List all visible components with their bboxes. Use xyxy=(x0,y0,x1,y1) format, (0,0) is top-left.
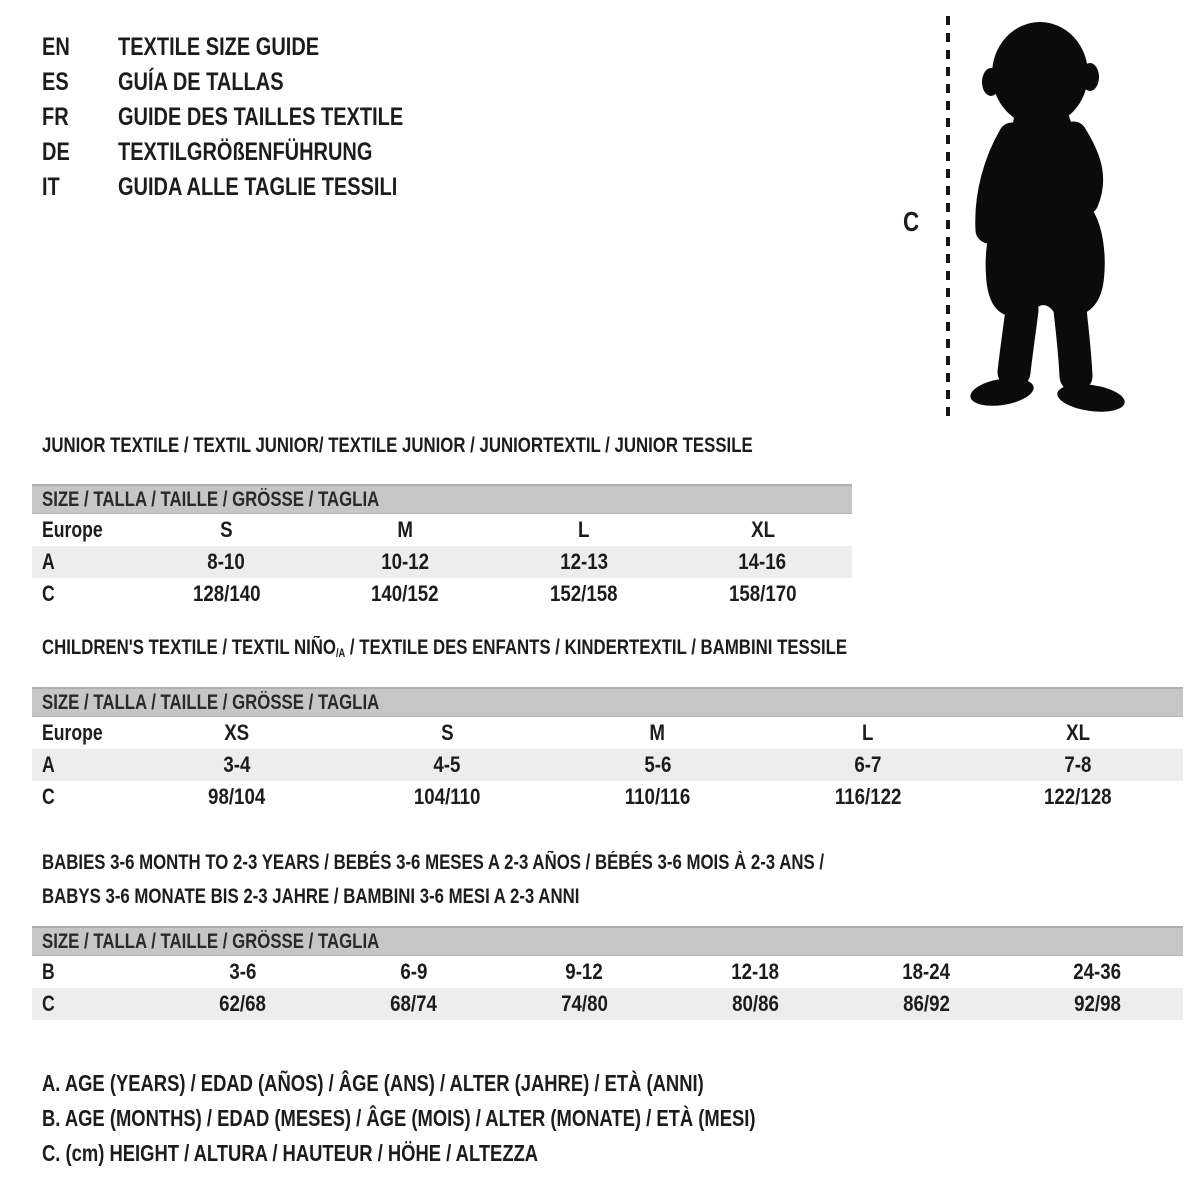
language-code: DE xyxy=(42,138,70,166)
age-cell: 12-13 xyxy=(559,549,608,574)
children-section-title: CHILDREN'S TEXTILE / TEXTIL $NIÑO_{/A}$ / TEXTILE DES ENFANTS / KINDERTEXTIL / BAMBINI TESSILE xyxy=(42,636,848,660)
junior-section-title: JUNIOR TEXTILE / TEXTIL JUNIOR/ TEXTILE JUNIOR / JUNIORTEXTIL / JUNIOR TESSILE xyxy=(42,434,753,457)
table-row xyxy=(32,717,1183,749)
age-months-cell: 12-18 xyxy=(731,959,780,984)
size-cell: S xyxy=(220,517,233,542)
legend-line-a: A. AGE (YEARS) / EDAD (AÑOS) / ÂGE (ANS) / ALTER (JAHRE) / ETÀ (ANNI) xyxy=(42,1070,704,1096)
table-row xyxy=(32,956,1183,988)
size-header-bar: SIZE / TALLA / TAILLE / GRÖSSE / TAGLIA xyxy=(32,687,1183,717)
legend-line-c: C. (cm) HEIGHT / ALTURA / HAUTEUR / HÖHE / ALTEZZA xyxy=(42,1140,539,1166)
size-header-bar: SIZE / TALLA / TAILLE / GRÖSSE / TAGLIA xyxy=(32,484,852,514)
baby-silhouette-icon xyxy=(958,14,1142,422)
language-row-en xyxy=(42,30,475,65)
row-label: C xyxy=(42,991,55,1016)
age-cell: 4-5 xyxy=(433,752,461,777)
row-label: C xyxy=(42,581,55,606)
size-cell: M xyxy=(649,720,666,745)
age-cell: 5-6 xyxy=(643,752,672,777)
size-guide-title-fr: GUIDE DES TAILLES TEXTILE xyxy=(118,103,404,131)
age-cell: 8-10 xyxy=(207,549,246,574)
row-label: Europe xyxy=(42,720,103,745)
age-months-cell: 24-36 xyxy=(1073,959,1122,984)
row-label: A xyxy=(42,549,55,574)
height-cell: 122/128 xyxy=(1044,784,1112,809)
language-row-it xyxy=(42,170,475,205)
table-row xyxy=(32,514,852,546)
size-cell: L xyxy=(578,517,590,542)
height-cell: 152/158 xyxy=(550,581,618,606)
size-cell: L xyxy=(861,720,874,745)
row-label: A xyxy=(42,752,55,777)
language-code: EN xyxy=(42,33,70,61)
height-cell: 62/68 xyxy=(219,991,266,1016)
size-cell: S xyxy=(441,720,454,745)
table-row xyxy=(32,546,852,578)
legend xyxy=(42,1066,934,1171)
height-measure-label: C xyxy=(903,206,920,237)
junior-size-table xyxy=(32,484,852,610)
age-cell: 14-16 xyxy=(738,549,787,574)
table-row xyxy=(32,578,852,610)
height-cell: 74/80 xyxy=(561,991,608,1016)
age-months-cell: 18-24 xyxy=(902,959,951,984)
height-cell: 140/152 xyxy=(371,581,439,606)
size-guide-title-es: GUÍA DE TALLAS xyxy=(118,68,284,96)
size-header-bar: SIZE / TALLA / TAILLE / GRÖSSE / TAGLIA xyxy=(32,926,1183,956)
height-cell: 110/116 xyxy=(624,784,691,809)
height-cell: 158/170 xyxy=(728,581,797,606)
age-cell: 3-4 xyxy=(223,752,251,777)
age-months-cell: 6-9 xyxy=(399,959,428,984)
age-cell: 6-7 xyxy=(854,752,882,777)
size-guide-title-it: GUIDA ALLE TAGLIE TESSILI xyxy=(118,173,398,201)
language-row-de xyxy=(42,135,475,170)
children-size-table xyxy=(32,687,1183,813)
size-cell: XS xyxy=(224,720,250,745)
language-code: ES xyxy=(42,68,69,96)
age-cell: 10-12 xyxy=(381,549,430,574)
size-cell: M xyxy=(397,517,413,542)
language-row-fr xyxy=(42,100,475,135)
language-code: FR xyxy=(42,103,69,131)
height-cell: 116/122 xyxy=(834,784,901,809)
row-label: C xyxy=(42,784,55,809)
age-months-cell: 3-6 xyxy=(228,959,257,984)
language-row-es xyxy=(42,65,475,100)
age-months-cell: 9-12 xyxy=(565,959,604,984)
age-cell: 7-8 xyxy=(1064,752,1092,777)
height-cell: 98/104 xyxy=(208,784,266,809)
row-label: B xyxy=(42,959,55,984)
table-row xyxy=(32,781,1183,813)
height-cell: 92/98 xyxy=(1074,991,1121,1016)
table-row xyxy=(32,749,1183,781)
height-cell: 86/92 xyxy=(903,991,950,1016)
size-cell: XL xyxy=(750,517,775,542)
size-cell: XL xyxy=(1065,720,1090,745)
table-row xyxy=(32,988,1183,1020)
size-guide-title-en: TEXTILE SIZE GUIDE xyxy=(118,33,320,61)
babies-size-table xyxy=(32,926,1183,1020)
language-title-list xyxy=(42,30,475,205)
row-label: Europe xyxy=(42,517,103,542)
height-cell: 128/140 xyxy=(192,581,261,606)
babies-section-title-line1: BABIES 3-6 MONTH TO 2-3 YEARS / BEBÉS 3-6 MESES A 2-3 AÑOS / BÉBÉS 3-6 MOIS À 2-3 ANS / xyxy=(42,851,825,874)
babies-section-title-line2: BABYS 3-6 MONATE BIS 2-3 JAHRE / BAMBINI 3-6 MESI A 2-3 ANNI xyxy=(42,885,580,908)
size-guide-title-de: TEXTILGRÖßENFÜHRUNG xyxy=(118,138,373,166)
language-code: IT xyxy=(42,173,60,201)
height-dashed-line xyxy=(946,16,950,418)
height-cell: 104/110 xyxy=(413,784,481,809)
height-cell: 80/86 xyxy=(732,991,779,1016)
height-cell: 68/74 xyxy=(390,991,437,1016)
legend-line-b: B. AGE (MONTHS) / EDAD (MESES) / ÂGE (MOIS) / ALTER (MONATE) / ETÀ (MESI) xyxy=(42,1105,756,1131)
